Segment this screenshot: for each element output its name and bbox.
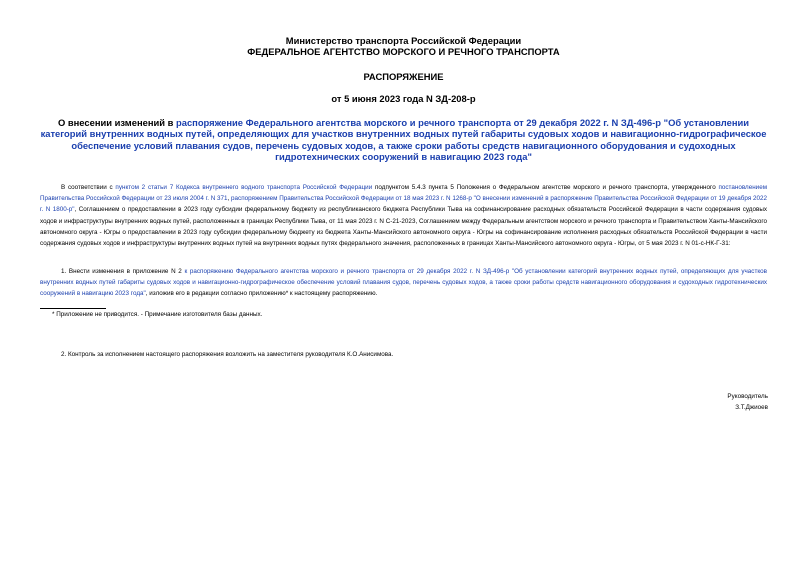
document-type: РАСПОРЯЖЕНИЕ (363, 71, 444, 82)
document-title (40, 117, 767, 163)
item-2-paragraph: 2. Контроль за исполнением настоящего распоряжения возложить на заместителя руководителя К.О.Анисимова. (61, 351, 394, 358)
ministry-name: Министерство транспорта Российской Федерации (285, 35, 522, 46)
basis-link-resolution[interactable]: постановлением Правительства Российской Федерации от 23 июля 2004 г. N 371 (40, 184, 768, 203)
basis-text-1: В соответствии с (61, 184, 116, 191)
basis-text-2: подпунктом 5.4.3 пункта 5 Положения о Федеральном агентстве морского и речного транспорта, утвержденного (372, 184, 719, 191)
basis-link-order[interactable]: распоряжением Правительства Российской Федерации от 18 мая 2023 г. N 1268-р "О внесении изменений в распоряжение Правительства Российской Федерации от 19 декабря 2022 г. N 1800-р" (40, 195, 768, 214)
signature-position: Руководитель (727, 393, 768, 400)
basis-paragraph (40, 182, 767, 249)
basis-link-code[interactable]: пунктом 2 статьи 7 Кодекса внутреннего водного транспорта Российской Федерации (115, 184, 373, 191)
item-1-paragraph (40, 266, 767, 300)
basis-text-4: , Соглашением о предоставлении в 2023 году субсидии федеральному бюджету из республиканского бюджета Республики Тыва на софинансирование расходных обязательств Российской Федерации в части содержания судовых ходов и инфраструктуры внутренних водных путей, расположенных в границах Республики Тыва, от 11 мая 2023 г. N С-21-2023, Соглашением между Федеральным агентством морского и речного транспорта и Правительством Ханты-Мансийского автономного округа - Югры о предоставлении в 2023 году субсидии федеральному бюджету из бюджета Ханты-Мансийского автономного округа - Югры на софинансирование исполнения расходных обязательств Российской Федерации в части содержания судовых ходов и инфраструктуры внутренних водных путей на внутренних водных путях федерального значения, расположенных в границах Ханты-Мансийского автономного округа - Югры, от 5 мая 2023 г. N 01-с-НК-Г-31: (40, 206, 768, 248)
footnote: * Приложение не приводится. - Примечание изготовителя базы данных. (52, 311, 263, 318)
document-date-number: от 5 июня 2023 года N ЗД-208-р (331, 93, 476, 104)
item-1-text-1: 1. Внести изменения в приложение N 2 (61, 268, 185, 275)
basis-text-3: , (227, 195, 232, 203)
item-1-link[interactable]: к распоряжению Федерального агентства морского и речного транспорта от 29 декабря 2022 г. N ЗД-496-р "Об установлении категорий внутренних водных путей, определяющих для участков внутренних водных путей габариты судовых ходов и навигационно-гидрографическое обеспечение условий плавания судов, перечень судовых ходов, а также сроки работы средств навигационного оборудования и судоходных гидротехнических сооружений в навигацию 2023 года" (40, 268, 767, 298)
title-link[interactable]: распоряжение Федерального агентства морского и речного транспорта от 29 декабря 2022 г. N ЗД-496-р "Об установлении категорий внутренних водных путей, определяющих для участков внутренних водных путей габариты судовых ходов и навигационно-гидрографическое обеспечение условий плавания судов, перечень судовых ходов, а также сроки работы средств навигационного оборудования и судоходных гидротехнических сооружений в навигацию 2023 года" (40, 117, 767, 163)
signature-name: З.Т.Джиоев (735, 404, 768, 411)
item-1-text-2: , изложив его в редакции согласно приложению* к настоящему распоряжению. (145, 290, 378, 298)
title-prefix: О внесении изменений в (57, 117, 176, 128)
agency-name: ФЕДЕРАЛЬНОЕ АГЕНТСТВО МОРСКОГО И РЕЧНОГО ТРАНСПОРТА (247, 46, 560, 57)
